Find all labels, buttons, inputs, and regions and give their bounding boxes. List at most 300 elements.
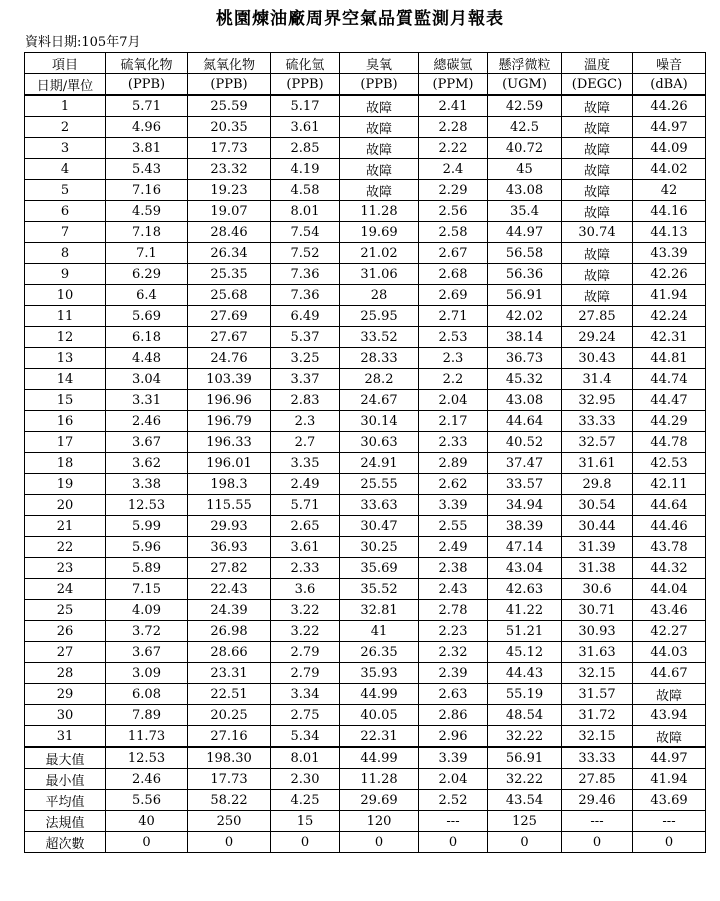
value-cell: 103.39: [188, 369, 271, 390]
table-row: [25, 684, 706, 705]
value-cell: 42.27: [633, 621, 706, 642]
table-row: [25, 411, 706, 432]
value-cell: 41.22: [488, 600, 562, 621]
value-cell: 34.94: [488, 495, 562, 516]
value-cell: 44.67: [633, 663, 706, 684]
value-cell: 2.39: [419, 663, 488, 684]
value-cell: 28: [340, 285, 419, 306]
value-cell: 2.29: [419, 180, 488, 201]
row-label-cell: 27: [25, 642, 106, 663]
table-row: [25, 579, 706, 600]
row-label-cell: 2: [25, 117, 106, 138]
row-label-cell: 最大值: [25, 747, 106, 769]
value-cell: 2.75: [271, 705, 340, 726]
value-cell: 44.99: [340, 747, 419, 769]
value-cell: 250: [188, 811, 271, 832]
value-cell: 32.22: [488, 769, 562, 790]
value-cell: 22.51: [188, 684, 271, 705]
value-cell: 37.47: [488, 453, 562, 474]
report-date: 資料日期:105年7月: [25, 35, 141, 50]
value-cell: 2.7: [271, 432, 340, 453]
value-cell: ---: [419, 811, 488, 832]
table-row: [25, 663, 706, 684]
value-cell: 2.04: [419, 390, 488, 411]
value-cell: 42.31: [633, 327, 706, 348]
value-cell: 3.34: [271, 684, 340, 705]
value-cell: 43.69: [633, 790, 706, 811]
value-cell: 2.3: [271, 411, 340, 432]
value-cell: 44.97: [633, 747, 706, 769]
value-cell: 2.46: [106, 411, 188, 432]
value-cell: 故障: [562, 95, 633, 117]
value-cell: 44.16: [633, 201, 706, 222]
value-cell: 35.52: [340, 579, 419, 600]
value-cell: 41.94: [633, 285, 706, 306]
value-cell: 28.2: [340, 369, 419, 390]
value-cell: 196.79: [188, 411, 271, 432]
value-cell: 2.3: [419, 348, 488, 369]
value-cell: 29.93: [188, 516, 271, 537]
value-cell: 24.76: [188, 348, 271, 369]
table-row: [25, 474, 706, 495]
row-label-cell: 30: [25, 705, 106, 726]
value-cell: 28.33: [340, 348, 419, 369]
value-cell: 3.04: [106, 369, 188, 390]
value-cell: (dBA): [633, 74, 706, 96]
value-cell: 硫化氫: [271, 53, 340, 74]
value-cell: 0: [271, 832, 340, 853]
value-cell: 0: [419, 832, 488, 853]
value-cell: 44.74: [633, 369, 706, 390]
value-cell: 2.86: [419, 705, 488, 726]
value-cell: 32.15: [562, 663, 633, 684]
value-cell: 196.96: [188, 390, 271, 411]
value-cell: 8.01: [271, 201, 340, 222]
table-row: [25, 705, 706, 726]
value-cell: 4.09: [106, 600, 188, 621]
value-cell: 115.55: [188, 495, 271, 516]
value-cell: 3.62: [106, 453, 188, 474]
value-cell: 2.17: [419, 411, 488, 432]
value-cell: 42.63: [488, 579, 562, 600]
value-cell: 7.36: [271, 285, 340, 306]
value-cell: 55.19: [488, 684, 562, 705]
value-cell: 40.72: [488, 138, 562, 159]
value-cell: 41.94: [633, 769, 706, 790]
value-cell: 32.81: [340, 600, 419, 621]
value-cell: 43.04: [488, 558, 562, 579]
value-cell: (PPB): [188, 74, 271, 96]
value-cell: 42.02: [488, 306, 562, 327]
value-cell: ---: [633, 811, 706, 832]
value-cell: 2.68: [419, 264, 488, 285]
value-cell: 7.36: [271, 264, 340, 285]
value-cell: 35.93: [340, 663, 419, 684]
value-cell: 2.22: [419, 138, 488, 159]
value-cell: 11.73: [106, 726, 188, 748]
value-cell: 27.16: [188, 726, 271, 748]
value-cell: 硫氧化物: [106, 53, 188, 74]
value-cell: 40: [106, 811, 188, 832]
value-cell: 198.30: [188, 747, 271, 769]
table-row: [25, 642, 706, 663]
value-cell: 0: [488, 832, 562, 853]
value-cell: 4.58: [271, 180, 340, 201]
value-cell: 2.65: [271, 516, 340, 537]
row-label-cell: 26: [25, 621, 106, 642]
value-cell: 2.33: [271, 558, 340, 579]
value-cell: 44.81: [633, 348, 706, 369]
value-cell: 30.14: [340, 411, 419, 432]
table-row: [25, 621, 706, 642]
value-cell: 20.35: [188, 117, 271, 138]
row-label-cell: 平均值: [25, 790, 106, 811]
value-cell: 44.04: [633, 579, 706, 600]
value-cell: 5.99: [106, 516, 188, 537]
value-cell: 27.69: [188, 306, 271, 327]
value-cell: 0: [188, 832, 271, 853]
value-cell: 0: [340, 832, 419, 853]
value-cell: 26.35: [340, 642, 419, 663]
value-cell: 2.43: [419, 579, 488, 600]
table-row: [25, 222, 706, 243]
row-label-cell: 9: [25, 264, 106, 285]
value-cell: 6.49: [271, 306, 340, 327]
value-cell: 40.52: [488, 432, 562, 453]
value-cell: 2.62: [419, 474, 488, 495]
row-label-cell: 31: [25, 726, 106, 748]
value-cell: 3.22: [271, 600, 340, 621]
value-cell: 31.72: [562, 705, 633, 726]
value-cell: 2.49: [419, 537, 488, 558]
row-label-cell: 22: [25, 537, 106, 558]
value-cell: 12.53: [106, 495, 188, 516]
value-cell: 2.85: [271, 138, 340, 159]
value-cell: 故障: [562, 201, 633, 222]
value-cell: 19.23: [188, 180, 271, 201]
value-cell: (UGM): [488, 74, 562, 96]
table-row: [25, 600, 706, 621]
value-cell: 故障: [562, 285, 633, 306]
report-title: 桃園煉油廠周界空氣品質監測月報表: [216, 9, 504, 29]
value-cell: 2.63: [419, 684, 488, 705]
value-cell: 44.47: [633, 390, 706, 411]
value-cell: 2.28: [419, 117, 488, 138]
value-cell: 3.31: [106, 390, 188, 411]
value-cell: 48.54: [488, 705, 562, 726]
row-label-cell: 24: [25, 579, 106, 600]
value-cell: 38.14: [488, 327, 562, 348]
value-cell: 2.38: [419, 558, 488, 579]
value-cell: 44.26: [633, 95, 706, 117]
value-cell: 30.43: [562, 348, 633, 369]
value-cell: 7.52: [271, 243, 340, 264]
value-cell: 故障: [340, 117, 419, 138]
value-cell: 42.24: [633, 306, 706, 327]
row-label-cell: 25: [25, 600, 106, 621]
row-label-cell: 項目: [25, 53, 106, 74]
value-cell: 4.25: [271, 790, 340, 811]
summary-row: [25, 832, 706, 853]
row-label-cell: 10: [25, 285, 106, 306]
value-cell: 噪音: [633, 53, 706, 74]
value-cell: 5.43: [106, 159, 188, 180]
table-row: [25, 495, 706, 516]
row-label-cell: 超次數: [25, 832, 106, 853]
value-cell: 24.67: [340, 390, 419, 411]
value-cell: 21.02: [340, 243, 419, 264]
value-cell: 4.48: [106, 348, 188, 369]
value-cell: 27.82: [188, 558, 271, 579]
value-cell: 6.29: [106, 264, 188, 285]
value-cell: 6.18: [106, 327, 188, 348]
value-cell: 3.37: [271, 369, 340, 390]
value-cell: 故障: [562, 264, 633, 285]
value-cell: 31.61: [562, 453, 633, 474]
value-cell: 2.69: [419, 285, 488, 306]
table-row: [25, 726, 706, 748]
table-row: [25, 390, 706, 411]
row-label-cell: 5: [25, 180, 106, 201]
value-cell: 3.61: [271, 537, 340, 558]
table-row: [25, 432, 706, 453]
value-cell: 7.54: [271, 222, 340, 243]
value-cell: 47.14: [488, 537, 562, 558]
value-cell: 3.67: [106, 642, 188, 663]
row-label-cell: 3: [25, 138, 106, 159]
value-cell: (PPM): [419, 74, 488, 96]
value-cell: 故障: [340, 138, 419, 159]
value-cell: 15: [271, 811, 340, 832]
value-cell: 8.01: [271, 747, 340, 769]
value-cell: 23.32: [188, 159, 271, 180]
value-cell: 29.24: [562, 327, 633, 348]
value-cell: 36.93: [188, 537, 271, 558]
value-cell: 33.52: [340, 327, 419, 348]
value-cell: 3.22: [271, 621, 340, 642]
value-cell: 25.68: [188, 285, 271, 306]
value-cell: 2.49: [271, 474, 340, 495]
row-label-cell: 15: [25, 390, 106, 411]
table-row: [25, 558, 706, 579]
value-cell: 43.08: [488, 180, 562, 201]
value-cell: 5.69: [106, 306, 188, 327]
value-cell: 35.69: [340, 558, 419, 579]
value-cell: 196.01: [188, 453, 271, 474]
table-row: [25, 264, 706, 285]
value-cell: 40.05: [340, 705, 419, 726]
value-cell: 7.18: [106, 222, 188, 243]
value-cell: 2.04: [419, 769, 488, 790]
value-cell: 30.47: [340, 516, 419, 537]
value-cell: 25.35: [188, 264, 271, 285]
value-cell: 2.83: [271, 390, 340, 411]
value-cell: 33.63: [340, 495, 419, 516]
value-cell: 3.6: [271, 579, 340, 600]
value-cell: 故障: [562, 180, 633, 201]
value-cell: 24.91: [340, 453, 419, 474]
value-cell: 42.26: [633, 264, 706, 285]
header-row: [25, 53, 706, 74]
table-row: [25, 516, 706, 537]
value-cell: 3.61: [271, 117, 340, 138]
value-cell: 5.56: [106, 790, 188, 811]
value-cell: 30.25: [340, 537, 419, 558]
value-cell: 2.78: [419, 600, 488, 621]
value-cell: 125: [488, 811, 562, 832]
value-cell: 故障: [340, 95, 419, 117]
value-cell: 懸浮微粒: [488, 53, 562, 74]
value-cell: 45.12: [488, 642, 562, 663]
value-cell: 44.99: [340, 684, 419, 705]
value-cell: 6.4: [106, 285, 188, 306]
value-cell: 45: [488, 159, 562, 180]
value-cell: 2.58: [419, 222, 488, 243]
value-cell: 總碳氫: [419, 53, 488, 74]
table-row: [25, 95, 706, 117]
table-row: [25, 159, 706, 180]
value-cell: 43.46: [633, 600, 706, 621]
value-cell: 30.71: [562, 600, 633, 621]
value-cell: 故障: [562, 117, 633, 138]
value-cell: 2.67: [419, 243, 488, 264]
value-cell: 26.34: [188, 243, 271, 264]
value-cell: 42.5: [488, 117, 562, 138]
row-label-cell: 13: [25, 348, 106, 369]
value-cell: 30.93: [562, 621, 633, 642]
value-cell: 31.39: [562, 537, 633, 558]
value-cell: 22.31: [340, 726, 419, 748]
value-cell: 44.32: [633, 558, 706, 579]
value-cell: 2.53: [419, 327, 488, 348]
value-cell: 2.23: [419, 621, 488, 642]
value-cell: 2.96: [419, 726, 488, 748]
value-cell: 44.64: [488, 411, 562, 432]
value-cell: 5.89: [106, 558, 188, 579]
value-cell: 故障: [633, 684, 706, 705]
value-cell: 43.94: [633, 705, 706, 726]
value-cell: 29.8: [562, 474, 633, 495]
value-cell: (PPB): [106, 74, 188, 96]
row-label-cell: 23: [25, 558, 106, 579]
value-cell: 29.46: [562, 790, 633, 811]
value-cell: 3.09: [106, 663, 188, 684]
value-cell: 56.58: [488, 243, 562, 264]
value-cell: 44.43: [488, 663, 562, 684]
value-cell: 31.57: [562, 684, 633, 705]
row-label-cell: 28: [25, 663, 106, 684]
value-cell: 56.36: [488, 264, 562, 285]
value-cell: 12.53: [106, 747, 188, 769]
value-cell: 42.53: [633, 453, 706, 474]
value-cell: 2.2: [419, 369, 488, 390]
air-quality-table: [24, 52, 706, 853]
value-cell: 2.33: [419, 432, 488, 453]
value-cell: 44.46: [633, 516, 706, 537]
row-label-cell: 4: [25, 159, 106, 180]
row-label-cell: 7: [25, 222, 106, 243]
value-cell: 44.02: [633, 159, 706, 180]
value-cell: 196.33: [188, 432, 271, 453]
value-cell: 27.85: [562, 769, 633, 790]
value-cell: 2.52: [419, 790, 488, 811]
value-cell: 42: [633, 180, 706, 201]
value-cell: 36.73: [488, 348, 562, 369]
summary-row: [25, 811, 706, 832]
value-cell: (PPB): [271, 74, 340, 96]
value-cell: 7.1: [106, 243, 188, 264]
value-cell: 30.54: [562, 495, 633, 516]
table-row: [25, 117, 706, 138]
value-cell: 28.46: [188, 222, 271, 243]
value-cell: 19.69: [340, 222, 419, 243]
value-cell: 30.74: [562, 222, 633, 243]
value-cell: 5.71: [271, 495, 340, 516]
value-cell: 3.67: [106, 432, 188, 453]
value-cell: 33.33: [562, 747, 633, 769]
table-row: [25, 537, 706, 558]
value-cell: (PPB): [340, 74, 419, 96]
value-cell: 4.59: [106, 201, 188, 222]
row-label-cell: 法規值: [25, 811, 106, 832]
value-cell: 44.97: [488, 222, 562, 243]
value-cell: 27.85: [562, 306, 633, 327]
row-label-cell: 14: [25, 369, 106, 390]
table-row: [25, 306, 706, 327]
value-cell: 25.55: [340, 474, 419, 495]
table-row: [25, 243, 706, 264]
value-cell: 56.91: [488, 747, 562, 769]
summary-row: [25, 747, 706, 769]
value-cell: 11.28: [340, 769, 419, 790]
value-cell: 2.46: [106, 769, 188, 790]
value-cell: 20.25: [188, 705, 271, 726]
value-cell: 17.73: [188, 769, 271, 790]
value-cell: 56.91: [488, 285, 562, 306]
value-cell: 44.13: [633, 222, 706, 243]
value-cell: ---: [562, 811, 633, 832]
value-cell: 2.79: [271, 642, 340, 663]
value-cell: 2.56: [419, 201, 488, 222]
value-cell: 58.22: [188, 790, 271, 811]
value-cell: (DEGC): [562, 74, 633, 96]
value-cell: 43.08: [488, 390, 562, 411]
value-cell: 5.71: [106, 95, 188, 117]
value-cell: 120: [340, 811, 419, 832]
value-cell: 7.16: [106, 180, 188, 201]
value-cell: 45.32: [488, 369, 562, 390]
value-cell: 7.89: [106, 705, 188, 726]
value-cell: 27.67: [188, 327, 271, 348]
value-cell: 29.69: [340, 790, 419, 811]
row-label-cell: 11: [25, 306, 106, 327]
value-cell: 2.89: [419, 453, 488, 474]
value-cell: 25.59: [188, 95, 271, 117]
value-cell: 24.39: [188, 600, 271, 621]
summary-row: [25, 769, 706, 790]
value-cell: 43.78: [633, 537, 706, 558]
table-row: [25, 369, 706, 390]
row-label-cell: 20: [25, 495, 106, 516]
value-cell: 2.41: [419, 95, 488, 117]
value-cell: 5.37: [271, 327, 340, 348]
value-cell: 31.38: [562, 558, 633, 579]
value-cell: 44.78: [633, 432, 706, 453]
value-cell: 3.39: [419, 495, 488, 516]
row-label-cell: 29: [25, 684, 106, 705]
value-cell: 5.34: [271, 726, 340, 748]
row-label-cell: 19: [25, 474, 106, 495]
